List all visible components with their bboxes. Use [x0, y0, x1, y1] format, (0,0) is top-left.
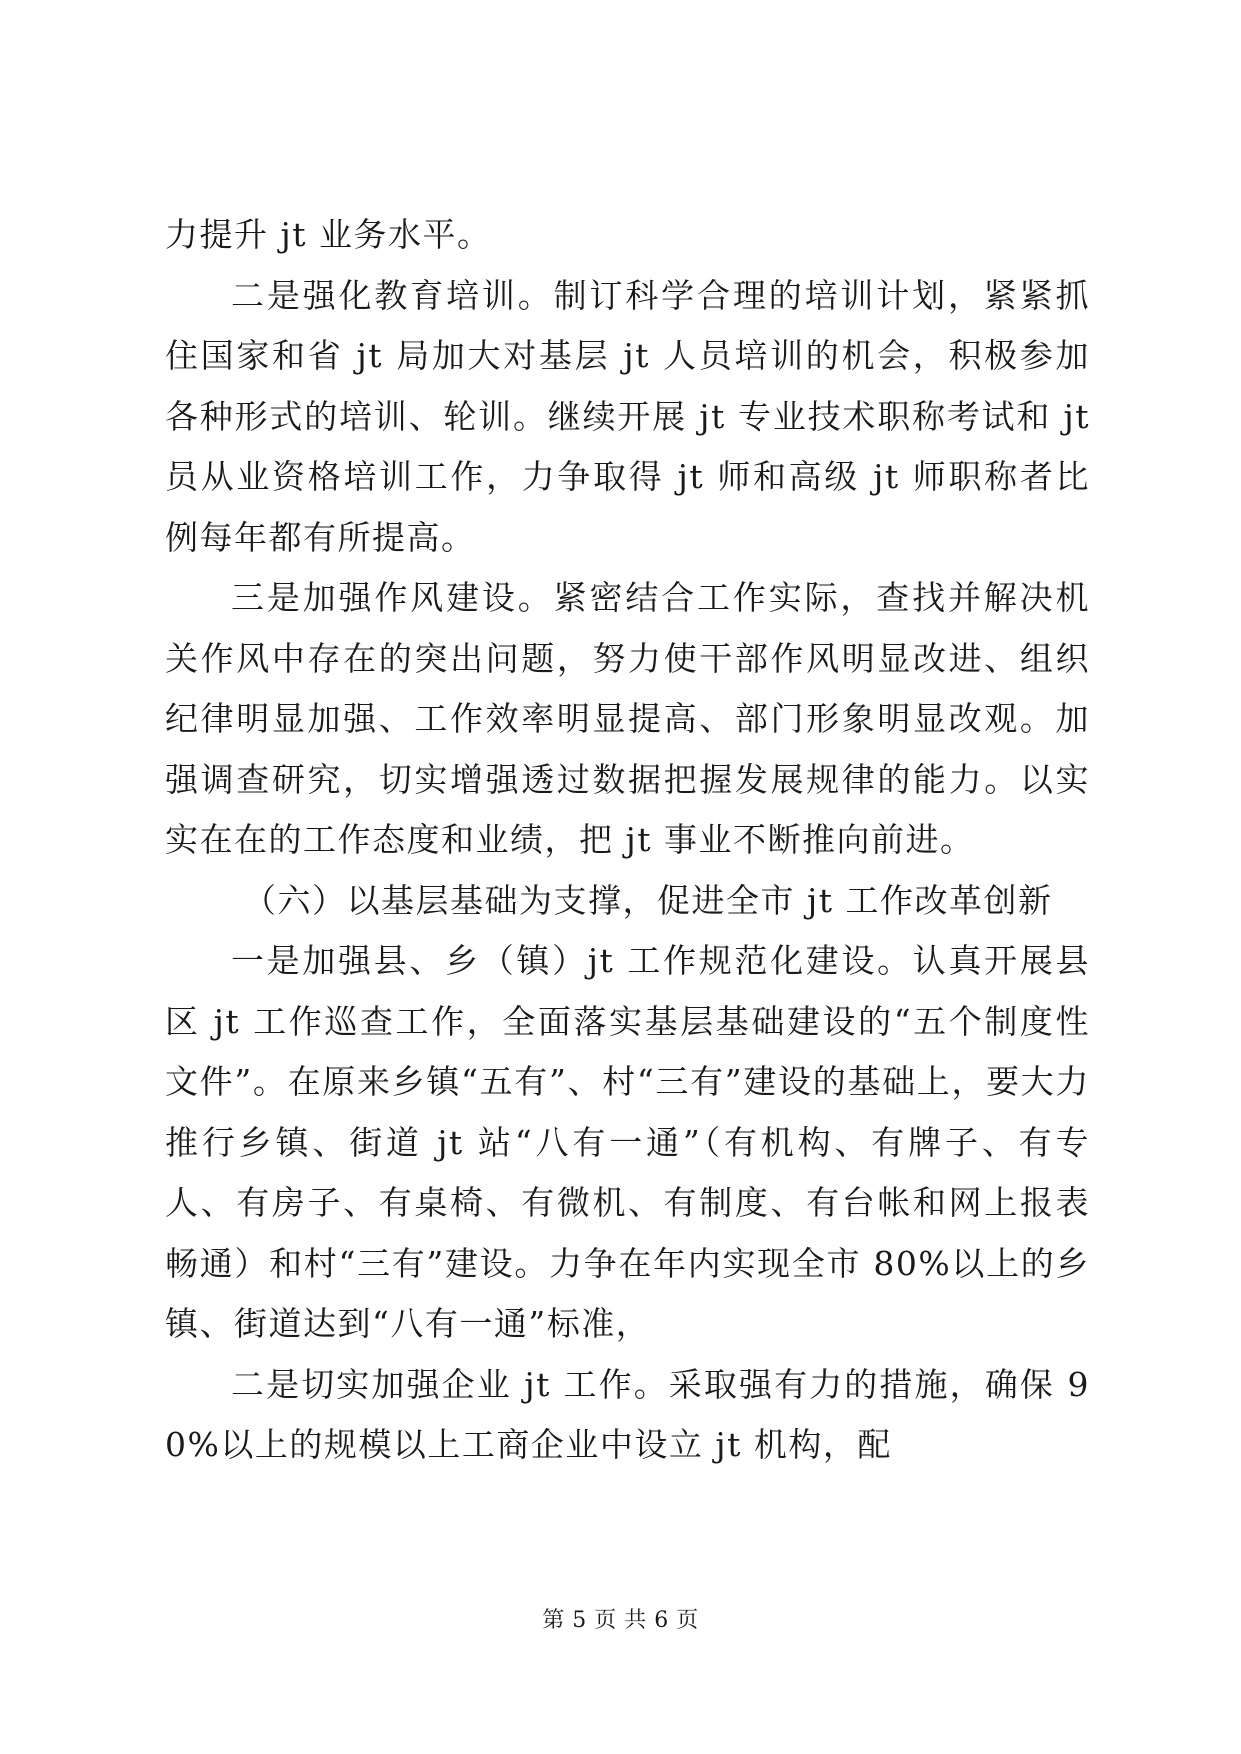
page-number-footer: 第 5 页 共 6 页 — [542, 1608, 699, 1633]
paragraph-county-township: 一是加强县、乡（镇）jt 工作规范化建设。认真开展县区 jt 工作巡查工作，全面落实基层基础建设的“五个制度性文件”。在原来乡镇“五有”、村“三有”建设的基础上，要大力推行乡镇、街道 jt 站“八有一通”（有机构、有牌子、有专人、有房子、有桌椅、有微机、有制度、有台帐和网上报表畅通）和村“三有”建设。力争在年内实现全市 80%以上的乡镇、街道达到“八有一通”标准， — [165, 941, 1090, 1343]
paragraph-education-training: 二是强化教育培训。制订科学合理的培训计划，紧紧抓住国家和省 jt 局加大对基层 jt 人员培训的机会，积极参加各种形式的培训、轮训。继续开展 jt 专业技术职称考试和 jt 员从业资格培训工作，力争取得 jt 师和高级 jt 师职称者比例每年都有所提高。 — [165, 275, 1090, 557]
paragraph-enterprise: 二是切实加强企业 jt 工作。采取强有力的措施，确保 90%以上的规模以上工商企业中设立 jt 机构，配 — [165, 1364, 1090, 1464]
paragraph-continuation: 力提升 jt 业务水平。 — [165, 215, 492, 254]
section-heading-six: （六）以基层基础为支撑，促进全市 jt 工作改革创新 — [243, 880, 1053, 920]
paragraph-work-style: 三是加强作风建设。紧密结合工作实际，查找并解决机关作风中存在的突出问题，努力使干部作风明显改进、组织纪律明显加强、工作效率明显提高、部门形象明显改观。加强调查研究，切实增强透过数据把握发展规律的能力。以实实在在的工作态度和业绩，把 jt 事业不断推向前进。 — [165, 578, 1090, 859]
document-body — [165, 205, 1090, 1476]
